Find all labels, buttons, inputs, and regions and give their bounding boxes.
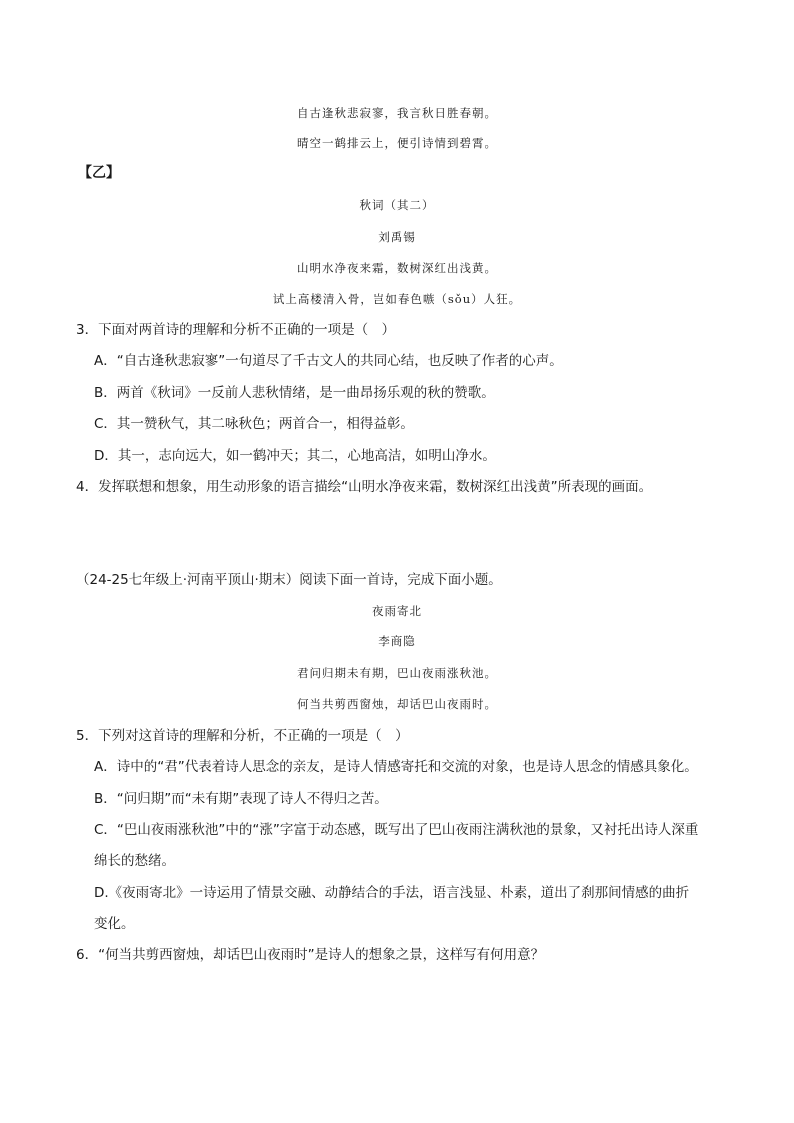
poem3-title: 夜雨寄北 <box>372 604 422 618</box>
poem3-line1: 君问归期未有期，巴山夜雨涨秋池。 <box>297 666 497 680</box>
poem2-author: 刘禹锡 <box>378 230 416 244</box>
poem2-line2: 试上高楼清入骨，岂如春色嗾（sǒu）人狂。 <box>272 292 522 306</box>
question-3-stem: 3．下面对两首诗的理解和分析不正确的一项是（ ） <box>76 322 396 338</box>
question-5-stem: 5．下列对这首诗的理解和分析，不正确的一项是（ ） <box>76 728 409 744</box>
poem2-title: 秋词（其二） <box>359 198 435 212</box>
poem1-line3: 自古逢秋悲寂寥，我言秋日胜春朝。 <box>297 106 497 120</box>
poem3-author: 李商隐 <box>378 634 416 648</box>
section-marker-yi: 【乙】 <box>78 165 120 181</box>
question-5-option-c-continued: 绵长的愁绪。 <box>94 853 175 869</box>
poem3-line2: 何当共剪西窗烛，却话巴山夜雨时。 <box>297 697 497 711</box>
question-3-option-c: C．其一赞秋气，其二咏秋色；两首合一，相得益彰。 <box>94 416 414 432</box>
poem2-line1: 山明水净夜来霜，数树深红出浅黄。 <box>297 261 497 275</box>
question-5-option-d-continued: 变化。 <box>94 916 135 932</box>
question-4-stem: 4．发挥联想和想象，用生动形象的语言描绘“山明水净夜来霜，数树深红出浅黄”所表现的画面。 <box>76 479 653 495</box>
question-5-option-a: A．诗中的“君”代表着诗人思念的亲友，是诗人情感寄托和交流的对象，也是诗人思念的情感具象化。 <box>94 759 698 775</box>
question-3-option-b: B．两首《秋词》一反前人悲秋情绪，是一曲昂扬乐观的秋的赞歌。 <box>94 385 495 401</box>
question-3-option-a: A．“自古逢秋悲寂寥”一句道尽了千古文人的共同心结，也反映了作者的心声。 <box>94 353 563 369</box>
question-3-option-d: D．其一，志向远大，如一鹤冲天；其二，心地高洁，如明山净水。 <box>94 448 496 464</box>
question-5-option-b: B．“问归期”而“未有期”表现了诗人不得归之苦。 <box>94 791 388 807</box>
passage-2-intro: （24-25七年级上·河南平顶山·期末）阅读下面一首诗，完成下面小题。 <box>76 572 502 588</box>
poem1-line4: 晴空一鹤排云上，便引诗情到碧霄。 <box>297 136 497 150</box>
question-6-stem: 6．“何当共剪西窗烛，却话巴山夜雨时”是诗人的想象之景，这样写有何用意？ <box>76 947 545 963</box>
question-5-option-c: C．“巴山夜雨涨秋池”中的“涨”字富于动态感，既写出了巴山夜雨注满秋池的景象，又衬托出诗人深重 <box>94 822 699 838</box>
question-5-option-d: D.《夜雨寄北》一诗运用了情景交融、动静结合的手法，语言浅显、朴素，道出了刹那间情感的曲折 <box>94 885 690 901</box>
